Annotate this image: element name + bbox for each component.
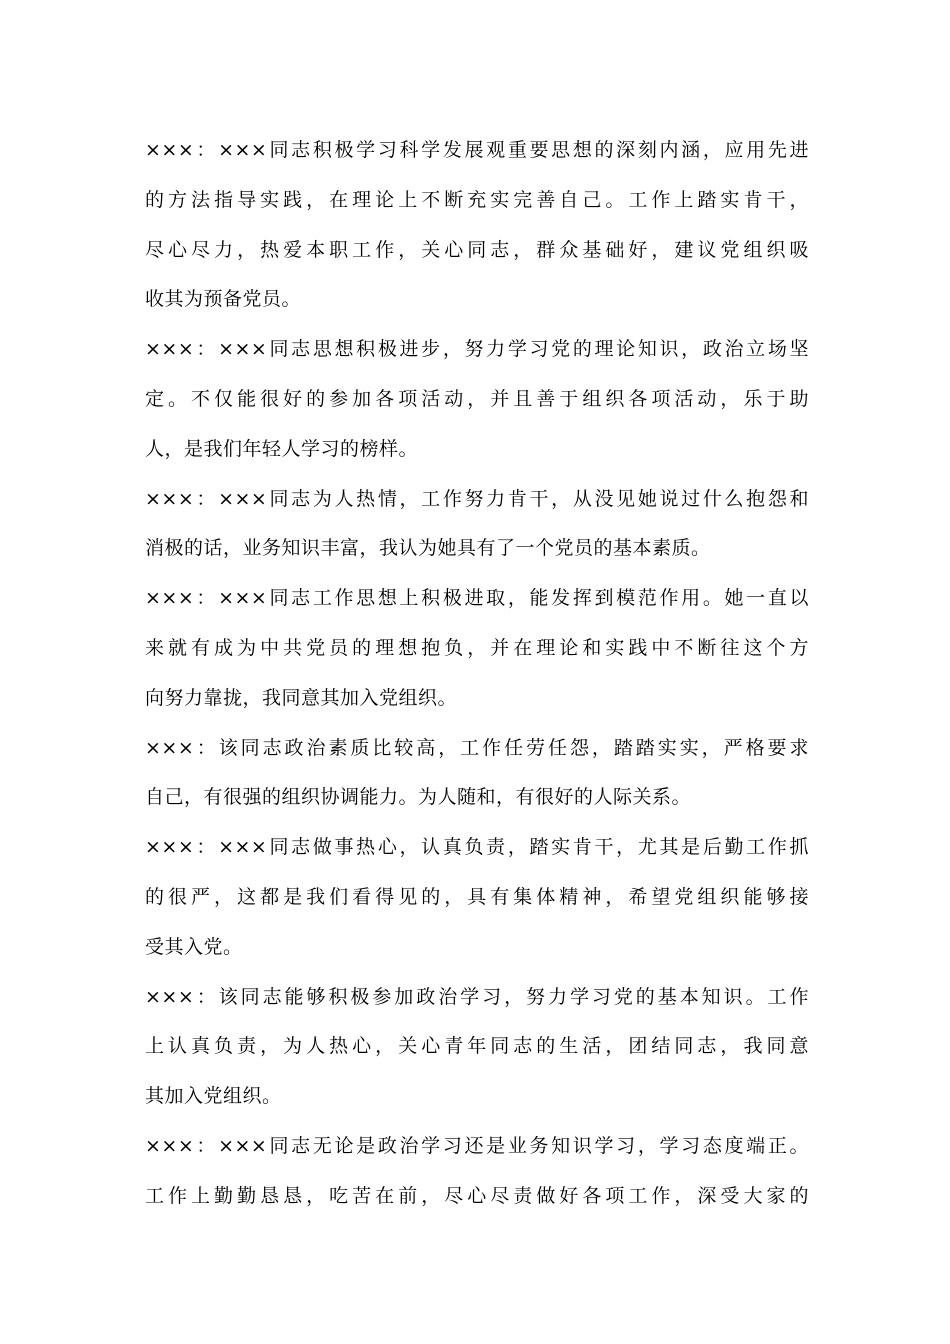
text-line: 消极的话，业务知识丰富，我认为她具有了一个党员的基本素质。 — [145, 537, 711, 560]
text-line: ×××：该同志能够积极参加政治学习，努力学习党的基本知识。工作 — [145, 985, 809, 1008]
text-line: ×××：×××同志为人热情，工作努力肯干，从没见她说过什么抱怨和 — [145, 487, 809, 510]
document-body — [145, 126, 809, 1222]
text-line: 受其入党。 — [145, 935, 243, 958]
text-line: ×××：该同志政治素质比较高，工作任劳任怨，踏踏实实，严格要求 — [145, 736, 809, 759]
text-line: 的很严，这都是我们看得见的，具有集体精神，希望党组织能够接 — [145, 885, 809, 908]
text-line: ×××：×××同志做事热心，认真负责，踏实肯干，尤其是后勤工作抓 — [145, 836, 809, 859]
text-line: 上认真负责，为人热心，关心青年同志的生活，团结同志，我同意 — [145, 1035, 809, 1058]
text-line: ×××：×××同志思想积极进步，努力学习党的理论知识，政治立场坚 — [145, 338, 809, 361]
text-line: ×××：×××同志工作思想上积极进取，能发挥到模范作用。她一直以 — [145, 587, 809, 610]
text-line: 收其为预备党员。 — [145, 288, 302, 311]
text-line: 的方法指导实践，在理论上不断充实完善自己。工作上踏实肯干， — [145, 188, 809, 211]
text-line: 尽心尽力，热爱本职工作，关心同志，群众基础好，建议党组织吸 — [145, 238, 809, 261]
text-line: 工作上勤勤恳恳，吃苦在前，尽心尽责做好各项工作，深受大家的 — [145, 1184, 809, 1207]
text-line: 向努力靠拢，我同意其加入党组织。 — [145, 686, 458, 709]
text-line: 定。不仅能很好的参加各项活动，并且善于组织各项活动，乐于助 — [145, 387, 809, 410]
text-line: 人，是我们年轻人学习的榜样。 — [145, 437, 419, 460]
text-line: 其加入党组织。 — [145, 1085, 282, 1108]
text-line: ×××：×××同志无论是政治学习还是业务知识学习，学习态度端正。 — [145, 1134, 809, 1157]
text-line: 来就有成为中共党员的理想抱负，并在理论和实践中不断往这个方 — [145, 636, 809, 659]
text-line: ×××：×××同志积极学习科学发展观重要思想的深刻内涵，应用先进 — [145, 139, 809, 161]
text-line: 自己，有很强的组织协调能力。为人随和，有很好的人际关系。 — [145, 786, 692, 809]
